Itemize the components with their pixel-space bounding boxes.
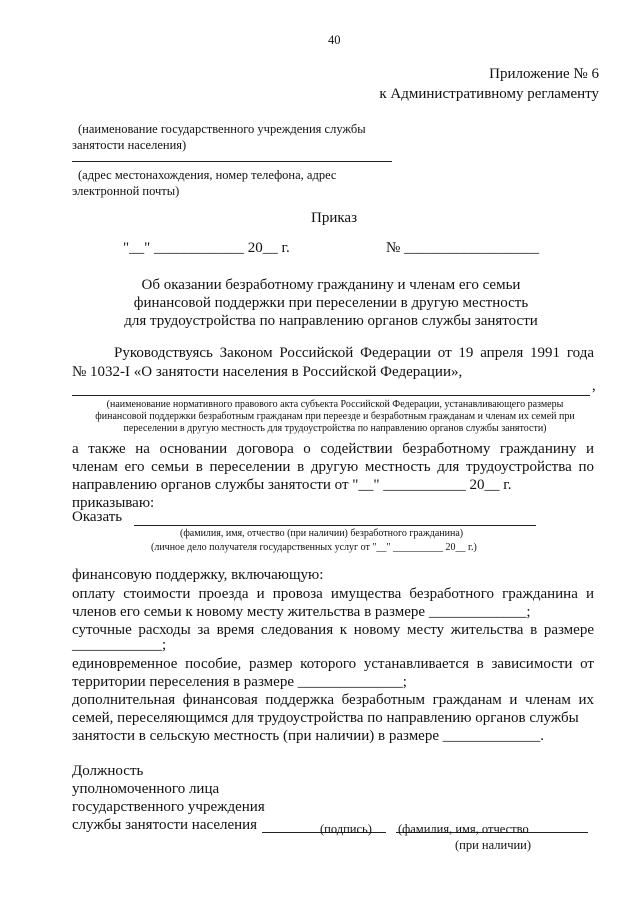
appendix-title: Приложение № 6 bbox=[489, 66, 599, 82]
signature-position-3: государственного учреждения bbox=[72, 799, 265, 815]
support-line-1: финансовую поддержку, включающую: bbox=[72, 567, 324, 583]
basis-end-comma: , bbox=[592, 378, 596, 394]
personal-file-note: (личное дело получателя государственных услуг от "__" __________ 20__ г.) bbox=[151, 542, 477, 553]
support-line-3: членов его семьи к новому месту жительства в размере _____________; bbox=[72, 604, 531, 620]
address-label-cont: электронной почты) bbox=[72, 184, 180, 198]
institution-name-label-cont: занятости населения) bbox=[72, 138, 187, 152]
signature-label: (подпись) bbox=[320, 822, 372, 836]
page-number: 40 bbox=[328, 33, 341, 47]
full-name-label: (фамилия, имя, отчество bbox=[398, 822, 529, 836]
address-label: (адрес местонахождения, номер телефона, адрес bbox=[78, 168, 337, 182]
subject-line-1: Об оказании безработному гражданину и членам его семьи bbox=[141, 277, 521, 293]
support-line-4: суточные расходы за время следования к новому месту жительства в размере bbox=[72, 622, 594, 638]
support-line-9: семей, переселяющимся для трудоустройства по направлению органов службы bbox=[72, 710, 579, 726]
support-line-6: единовременное пособие, размер которого устанавливается в зависимости от bbox=[72, 656, 594, 672]
support-line-2: оплату стоимости проезда и провоза имущества безработного гражданина и bbox=[72, 586, 594, 602]
support-line-7: территории переселения в размере ______________; bbox=[72, 674, 407, 690]
agreement-line-1: а также на основании договора о содействии безработному гражданину и bbox=[72, 441, 594, 457]
signature-position-1: Должность bbox=[72, 763, 144, 779]
basis-line-2: № 1032-I «О занятости населения в Российской Федерации», bbox=[72, 364, 463, 380]
signature-position-2: уполномоченного лица bbox=[72, 781, 220, 797]
recipient-name-underline bbox=[134, 525, 536, 526]
recipient-name-note: (фамилия, имя, отчество (при наличии) безработного гражданина) bbox=[180, 528, 464, 539]
order-title: Приказ bbox=[311, 210, 358, 226]
order-number: № __________________ bbox=[386, 240, 540, 256]
support-line-10: занятости в сельскую местность (при наличии) в размере _____________. bbox=[72, 728, 545, 744]
address-underline bbox=[72, 161, 392, 162]
support-line-8: дополнительная финансовая поддержка безработным гражданам и членам их bbox=[72, 692, 594, 708]
legal-act-underline bbox=[72, 395, 590, 396]
legal-act-note-1: (наименование нормативного правового акта субъекта Российской Федерации, устанавливающего размеры bbox=[106, 399, 564, 410]
agreement-line-4: приказываю: bbox=[72, 495, 155, 511]
support-line-5: ____________; bbox=[72, 637, 167, 653]
provide-label: Оказать bbox=[72, 509, 123, 525]
agreement-line-3: направлению органов службы занятости от "__" ___________ 20__ г. bbox=[72, 477, 512, 493]
legal-act-note-3: переселении в другую местность для трудоустройства по направлению органов службы занятости) bbox=[123, 423, 547, 434]
subject-line-3: для трудоустройства по направлению органов службы занятости bbox=[124, 313, 538, 329]
subject-line-2: финансовой поддержки при переселении в другую местность bbox=[133, 295, 529, 311]
signature-position-4: службы занятости населения bbox=[72, 817, 258, 833]
agreement-line-2: членам его семьи в переселении в другую местность для трудоустройства по bbox=[72, 459, 594, 475]
legal-act-note-2: финансовой поддержки безработным гражданам при переезде и безработным гражданам и членам их семей при bbox=[95, 411, 575, 422]
appendix-subtitle: к Административному регламенту bbox=[379, 86, 599, 102]
order-date: "__" ____________ 20__ г. bbox=[123, 240, 290, 256]
institution-name-label: (наименование государственного учреждения службы bbox=[78, 122, 366, 136]
basis-line-1: Руководствуясь Законом Российской Федерации от 19 апреля 1991 года bbox=[114, 345, 594, 361]
full-name-label-cont: (при наличии) bbox=[455, 838, 532, 852]
